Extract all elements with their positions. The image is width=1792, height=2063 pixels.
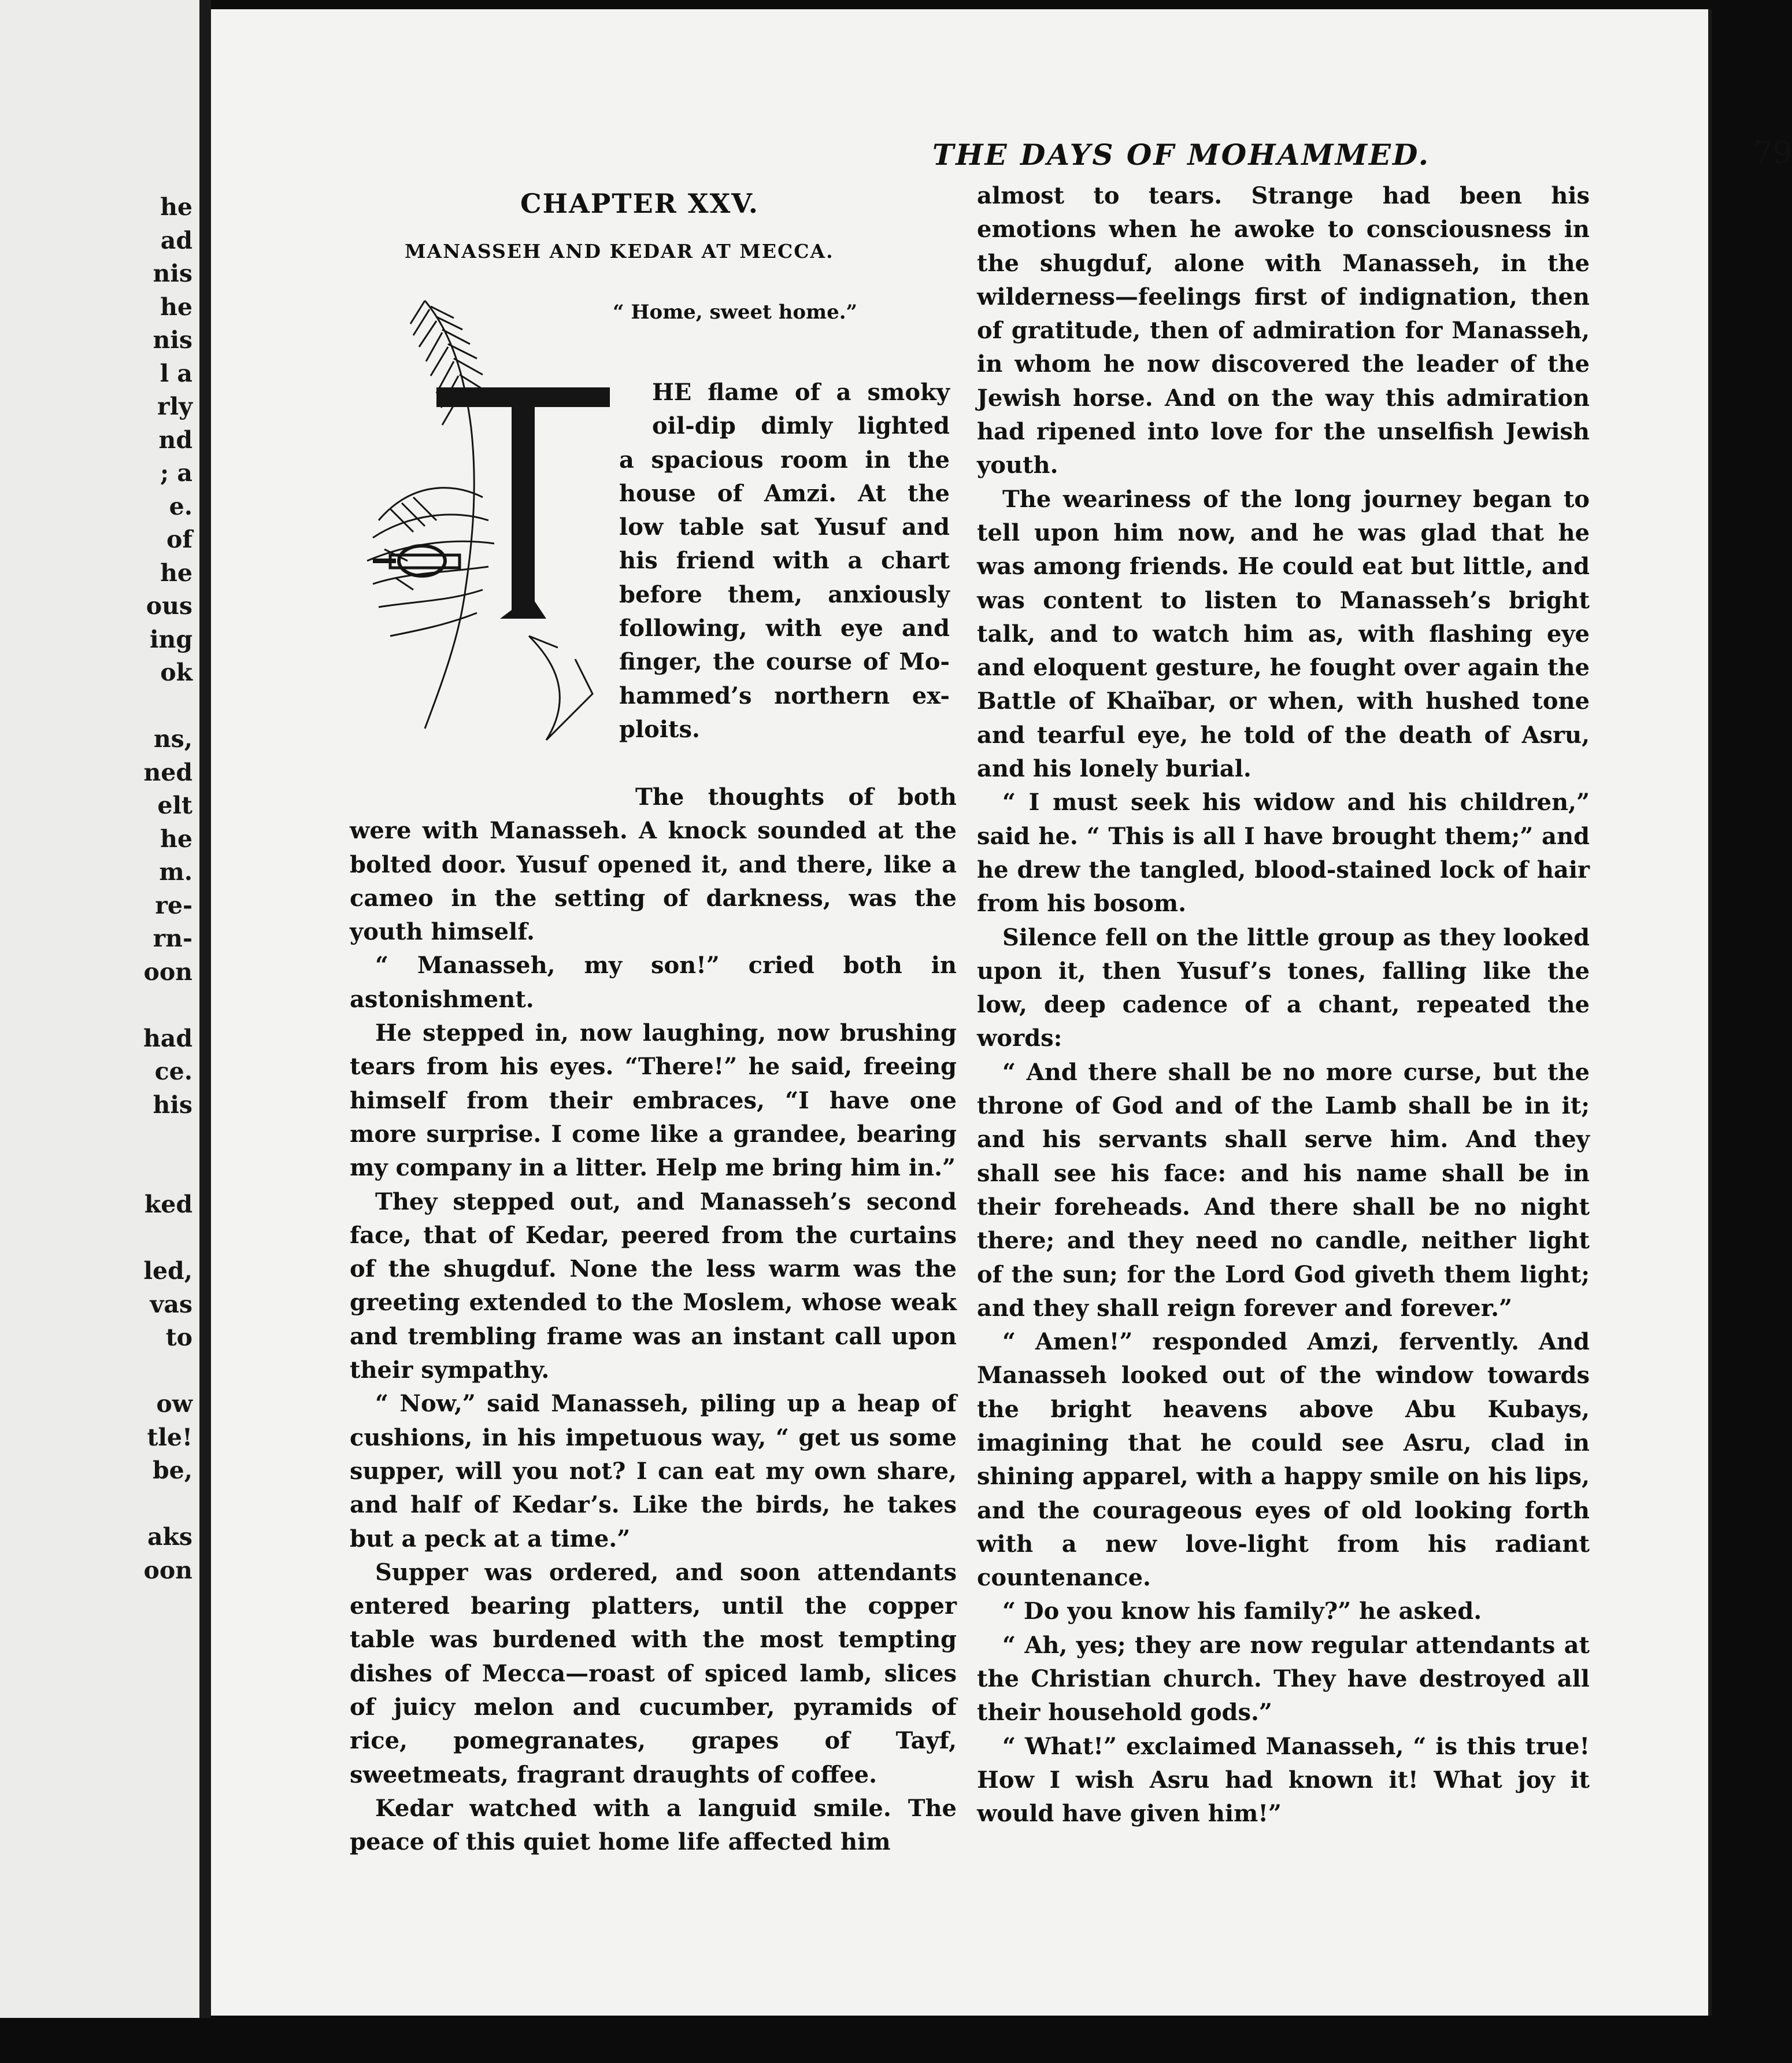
facing-page-fragment: rn- — [153, 925, 192, 952]
facing-page-fragment: rly — [157, 393, 192, 420]
facing-page-fragment: oon — [143, 957, 192, 986]
paragraph: “ Do you know his family?” he asked. — [1002, 1598, 1482, 1625]
paragraph: “ Amen!” responded Amzi, fervently. And Manasseh looked out of the window towards the bright heavens above Abu Kubays, imagining that he could see Asru, clad in shining apparel, with a happy smile on his lips, and the courageous eyes of old looking forth with a new love-light from his radiant countenance. — [977, 1328, 1590, 1592]
paragraph: “ I must seek his widow and his children,” said he. “ This is all I have brought them;” and he drew the tangled, blood-stained lock of hair from his bosom. — [977, 789, 1590, 918]
opening-line: his friend with a chart — [619, 547, 950, 575]
paragraph: “ And there shall be no more curse, but the throne of God and of the Lamb shall be in it; and his servants shall serve him. And they shall see his face: and his name shall be in their foreheads. And there shall be no night there; and they need no candle, neither light of the sun; for the Lord God giveth them light; and they shall reign forever and forever.” — [977, 1058, 1590, 1322]
facing-page-fragment: led, — [143, 1257, 192, 1285]
facing-page-fragment: he — [160, 193, 192, 221]
opening-line: hammed’s northern ex- — [619, 682, 950, 709]
facing-page-fragment — [123, 1222, 192, 1255]
facing-page-text — [123, 191, 192, 1587]
facing-page-fragment: ing — [149, 625, 192, 653]
facing-page-fragment — [123, 1122, 192, 1155]
opening-line: oil-dip dimly lighted — [652, 412, 950, 440]
page-number: 79 — [1753, 135, 1792, 171]
facing-page-fragment: he — [160, 825, 192, 853]
facing-page — [0, 0, 199, 2063]
opening-line: house of Amzi. At the — [619, 479, 950, 507]
facing-page-fragment: ad — [160, 226, 192, 254]
facing-page-fragment: nis — [153, 326, 192, 354]
facing-page-fragment: he — [160, 293, 192, 321]
facing-page-fragment: oon — [143, 1556, 192, 1584]
book-gutter — [199, 0, 211, 2063]
palm-frond-scroll-icon — [356, 289, 645, 763]
facing-page-fragment: ked — [144, 1191, 192, 1218]
paragraph: almost to tears. Strange had been his emotions when he awoke to consciousness in the shugduf, alone with Manasseh, in the wilderness—feelings first of indignation, then of gratitude, then of admiration for Manasseh, in whom he now discovered the leader of the Jewish horse. And on the way this admiration had ripened into love for the unselfish Jewish youth. — [977, 182, 1590, 479]
chapter-heading: CHAPTER XXV. — [520, 188, 759, 219]
left-column — [350, 781, 957, 1859]
facing-page-fragment: of — [166, 526, 192, 553]
facing-page-fragment — [123, 690, 192, 723]
opening-lines — [619, 376, 950, 746]
running-head: THE DAYS OF MOHAMMED. — [932, 138, 1431, 172]
facing-page-fragment — [123, 989, 192, 1022]
facing-page-fragment: nis — [153, 260, 192, 287]
right-column — [977, 179, 1590, 1831]
scan-border — [0, 2018, 1739, 2063]
facing-page-fragment — [123, 1155, 192, 1189]
facing-page-fragment: be, — [152, 1456, 192, 1484]
paragraph: “ What!” exclaimed Manasseh, “ is this true! How I wish Asru had known it! What joy it would have given him!” — [977, 1732, 1590, 1828]
facing-page-fragment: vas — [150, 1290, 192, 1318]
paragraph: The weariness of the long journey began to tell upon him now, and he was glad that he was among friends. He could eat but little, and was content to listen to Manasseh’s bright talk, and to watch him as, with flashing eye and eloquent gesture, he fought over again the Battle of Khaïbar, or when, with hushed tone and tearful eye, he told of the death of Asru, and his lonely burial. — [977, 485, 1590, 783]
facing-page-fragment — [123, 1488, 192, 1521]
facing-page-fragment: e. — [169, 492, 192, 520]
facing-page-fragment: m. — [159, 858, 192, 886]
facing-page-fragment: had — [143, 1024, 192, 1052]
facing-page-fragment: ned — [143, 758, 192, 786]
facing-page-fragment: elt — [157, 792, 192, 819]
epigraph: “ Home, sweet home.” — [613, 301, 858, 324]
opening-line: a spacious room in the — [619, 446, 950, 474]
facing-page-fragment: ns, — [153, 725, 192, 753]
paragraph: “ Ah, yes; they are now regular attendants at the Christian church. They have destroyed all their household gods.” — [977, 1631, 1590, 1726]
facing-page-fragment: re- — [155, 891, 192, 919]
facing-page-fragment: his — [153, 1090, 192, 1119]
chapter-subtitle: MANASSEH AND KEDAR AT MECCA. — [405, 240, 834, 263]
opening-line: finger, the course of Mo- — [619, 648, 950, 676]
opening-line: ploits. — [619, 715, 700, 743]
paragraph: Silence fell on the little group as they looked upon it, then Yusuf’s tones, falling like the low, deep cadence of a chant, repeated the words: — [977, 923, 1590, 1052]
paragraph: The thoughts of both were with Manasseh. A knock sounded at the bolted door. Yusuf opened it, and there, like a cameo in the setting of darkness, was the youth himself. — [350, 783, 957, 946]
facing-page-fragment: he — [160, 559, 192, 587]
facing-page-fragment: nd — [158, 426, 192, 454]
facing-page-fragment: ; a — [160, 459, 192, 487]
paragraph: Kedar watched with a languid smile. The peace of this quiet home life affected him — [350, 1794, 957, 1856]
facing-page-fragment: l a — [160, 359, 192, 387]
opening-line: HE flame of a smoky — [652, 379, 950, 406]
paragraph: “ Now,” said Manasseh, piling up a heap of cushions, in his impetuous way, “ get us some supper, will you not? I can eat my own share, and half of Kedar’s. Like the birds, he takes but a peck at a time.” — [350, 1390, 957, 1552]
facing-page-fragment — [123, 1355, 192, 1388]
facing-page-fragment: to — [165, 1323, 192, 1351]
facing-page-fragment: ow — [156, 1390, 192, 1418]
facing-page-fragment: aks — [147, 1523, 192, 1551]
facing-page-fragment: ce. — [154, 1058, 192, 1085]
paragraph: Supper was ordered, and soon attendants entered bearing platters, until the copper table was burdened with the most tempting dishes of Mecca—roast of spiced lamb, slices of juicy melon and cucumber, pyramids of rice, pomegranates, grapes of Tayf, sweetmeats, fragrant draughts of coffee. — [350, 1558, 957, 1788]
opening-line: low table sat Yusuf and — [619, 513, 950, 541]
facing-page-fragment: ous — [146, 592, 192, 620]
paragraph: “ Manasseh, my son!” cried both in astonishment. — [350, 952, 957, 1013]
paragraph: They stepped out, and Manasseh’s second face, that of Kedar, peered from the curtains of the shugduf. None the less warm was the greeting extended to the Moslem, whose weak and trembling frame was an instant call upon their sympathy. — [350, 1188, 957, 1384]
paragraph: He stepped in, now laughing, now brushing tears from his eyes. “There!” he said, freeing himself from their embraces, “I have one more surprise. I come like a grandee, bearing my company in a litter. Help me bring him in.” — [350, 1019, 957, 1182]
opening-line: following, with eye and — [619, 615, 950, 642]
opening-line: before them, anxiously — [619, 581, 950, 608]
facing-page-fragment: ok — [160, 659, 192, 686]
facing-page-fragment: tle! — [147, 1423, 192, 1451]
